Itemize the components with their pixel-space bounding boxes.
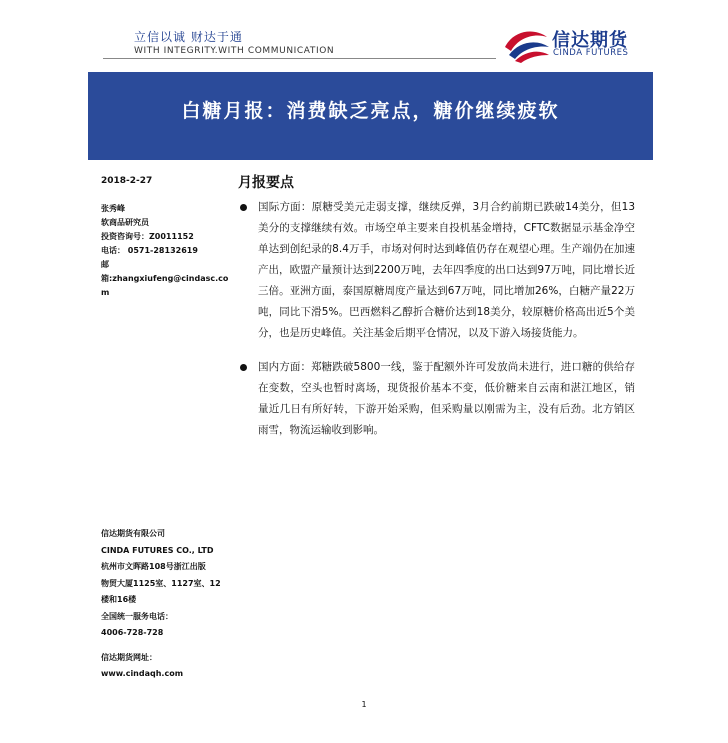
author-dept: 软商品研究员 [101, 218, 149, 227]
logo-text-cn: 信达期货 [552, 30, 628, 51]
page-number: 1 [361, 700, 367, 709]
list-item [240, 197, 635, 344]
logo-text-en: CINDA FUTURES [553, 48, 629, 58]
company-address-1: 杭州市文晖路108号浙江出版 [101, 562, 206, 571]
header-slogan-cn: 立信以诚 财达于通 [134, 30, 243, 44]
bullet-dot-icon [240, 204, 247, 211]
author-email-label: 邮 [101, 260, 109, 269]
bullet-text-domestic: 国内方面：郑糖跌破5800一线，鉴于配额外许可发放尚未进行，进口糖的供给存在变数，空头也暂时离场，现货报价基本不变，低价糖来自云南和湛江地区，销量近几日有所好转，下游开始采购，但采购量以刚需为主，没有后劲。北方销区雨雪，物流运输收到影响。 [258, 361, 635, 436]
header-divider [103, 58, 496, 59]
author-email: 箱:zhangxiufeng@cindasc.co [101, 274, 229, 283]
company-address-3: 楼和16楼 [101, 595, 137, 604]
company-info [101, 526, 221, 683]
author-license: 投资咨询号：Z0011152 [101, 232, 194, 241]
report-date: 2018-2-27 [101, 176, 153, 186]
company-name-en: CINDA FUTURES CO., LTD [101, 545, 214, 555]
author-name: 张秀峰 [101, 204, 125, 213]
website-link[interactable]: www.cindaqh.com [101, 669, 184, 678]
hotline-label: 全国统一服务电话： [101, 611, 173, 621]
bullet-dot-icon [240, 364, 247, 371]
bullet-text-international: 国际方面：原糖受美元走弱支撑，继续反弹，3月合约前期已跌破14美分，但13美分的支撑继续有效。市场空单主要来自投机基金增持，CFTC数据显示基金净空单达到创纪录的8.4万手，市场对何时达到峰值仍存在观望心理。生产端仍在加速产出，欧盟产量预计达到2200万吨，去年四季度的出口达到97万吨，同比增长近三倍。亚洲方面，泰国原糖周度产量达到67万吨，同比增加26%，白糖产量22万吨，同比下滑5%。巴西燃料乙醇折合糖价达到18美分，较原糖价格高出近5个美分，也是历史峰值。关注基金后期平仓情况，以及下游入场接货能力。 [258, 201, 635, 339]
website-label: 信达期货网址： [101, 652, 157, 662]
author-email-tail: m [101, 288, 110, 297]
hotline-number: 4006-728-728 [101, 628, 164, 637]
report-title: 白糖月报：消费缺乏亮点，糖价继续疲软 [181, 100, 560, 122]
section-title: 月报要点 [238, 175, 294, 191]
company-name-cn: 信达期货有限公司 [101, 529, 165, 538]
author-info [101, 202, 228, 300]
list-item [240, 357, 635, 441]
company-address-2: 物贸大厦1125室、1127室、12 [101, 578, 221, 588]
header-slogan-en: WITH INTEGRITY.WITH COMMUNICATION [134, 46, 335, 56]
highlights-list [240, 197, 635, 454]
author-phone: 电话： 0571-28132619 [101, 246, 198, 255]
